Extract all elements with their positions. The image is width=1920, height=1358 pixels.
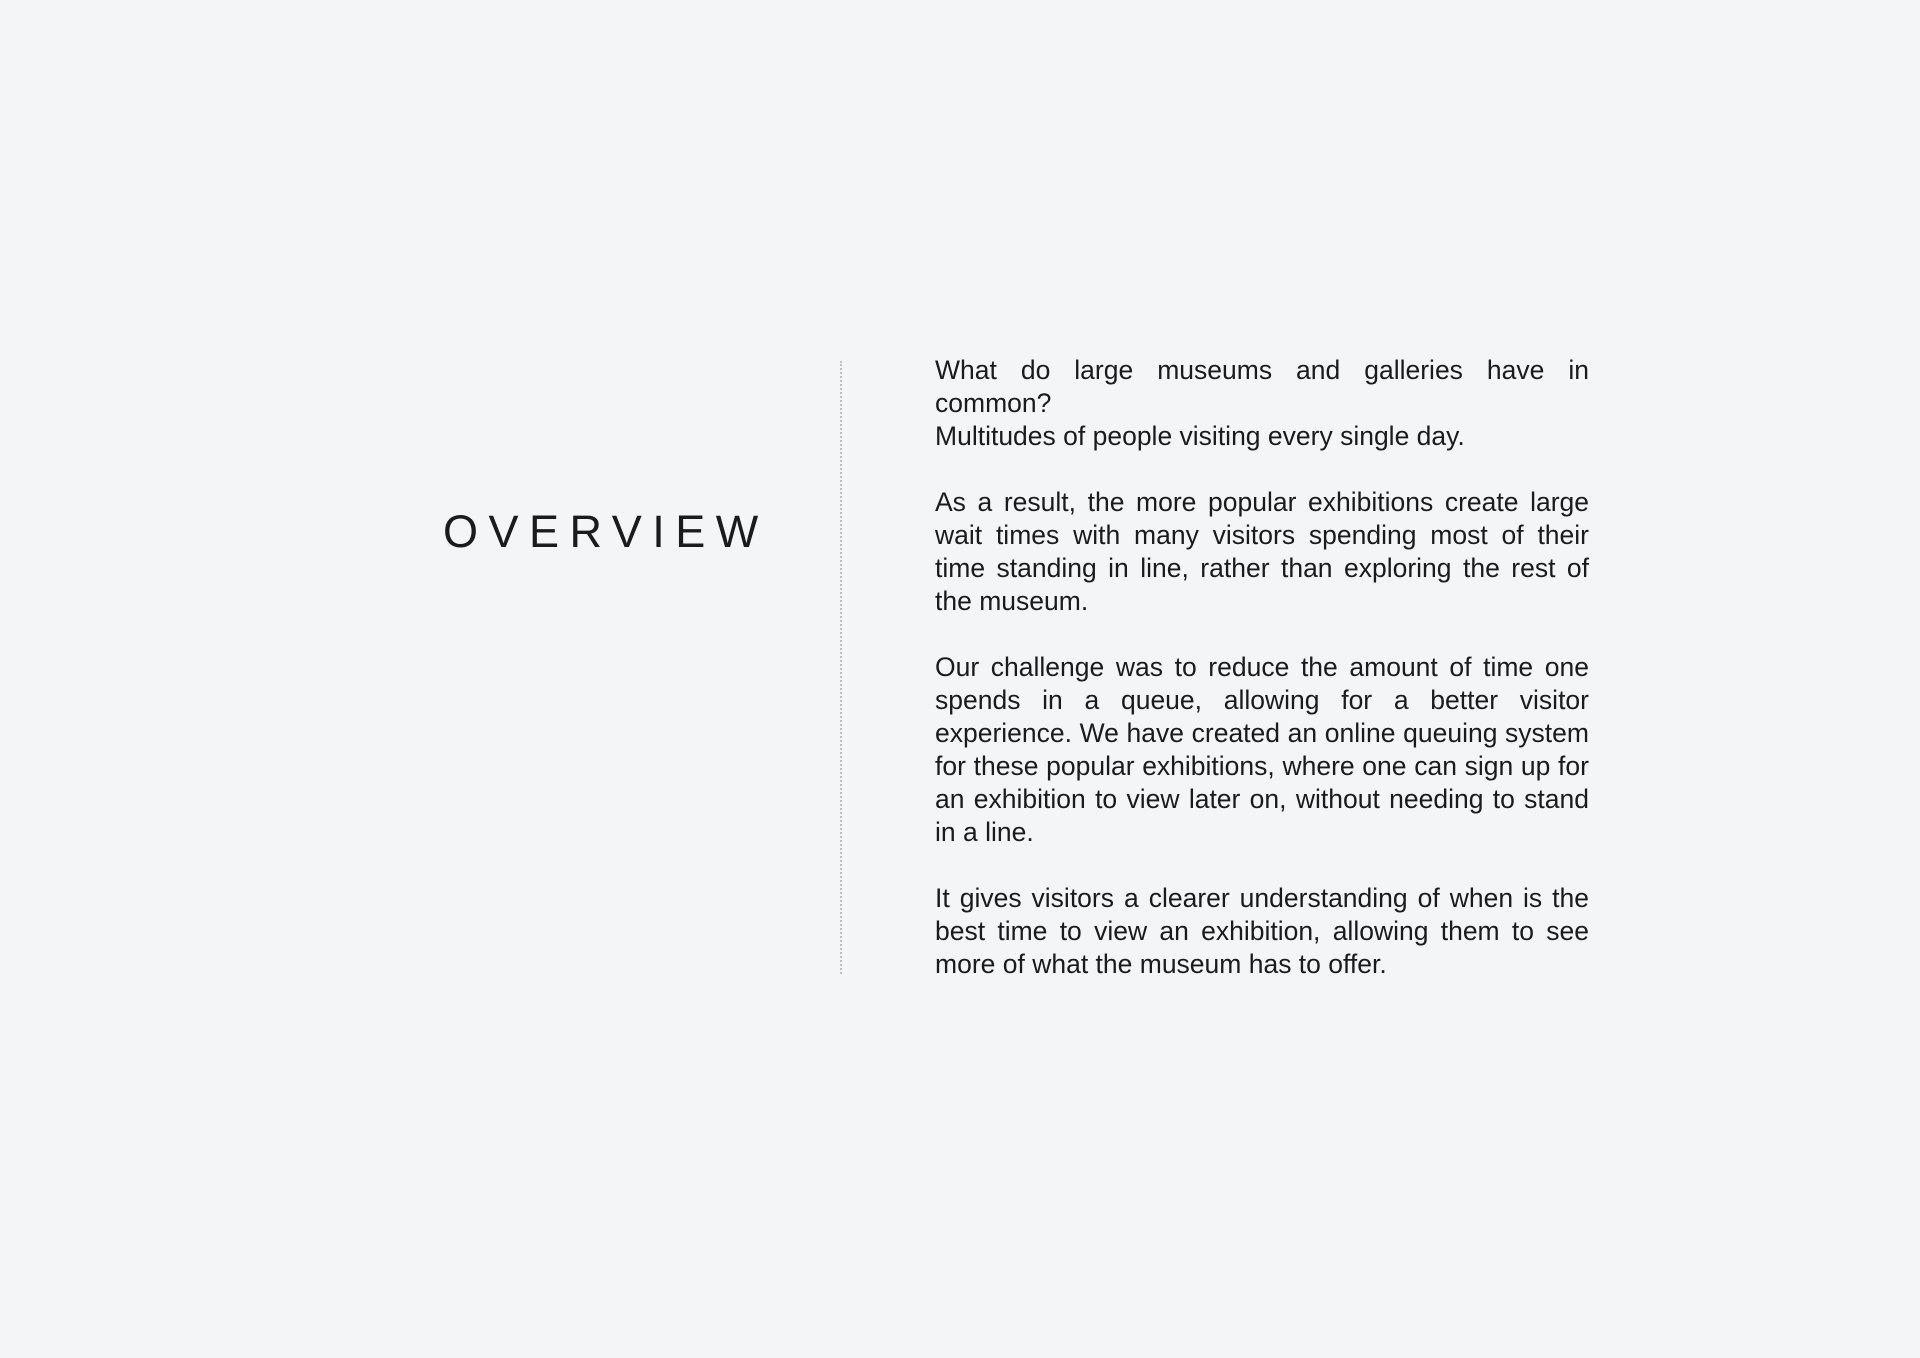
intro-statement: Multitudes of people visiting every single day. bbox=[935, 421, 1465, 451]
paragraph-problem: As a result, the more popular exhibitions create large wait times with many visitors spending most of their time standing in line, rather than exploring the rest of the museum. bbox=[935, 487, 1589, 616]
paragraph-intro bbox=[935, 354, 1589, 453]
dotted-divider bbox=[840, 361, 842, 974]
intro-question: What do large museums and galleries have in common? bbox=[935, 355, 1589, 418]
paragraph-benefit: It gives visitors a clearer understanding of when is the best time to view an exhibition, allowing them to see more of what the museum has to offer. bbox=[935, 883, 1589, 979]
paragraph-challenge: Our challenge was to reduce the amount of time one spends in a queue, allowing for a better visitor experience. We have created an online queuing system for these popular exhibitions, where one can sign up for an exhibition to view later on, without needing to stand in a line. bbox=[935, 652, 1589, 847]
overview-body bbox=[935, 354, 1589, 981]
section-heading: OVERVIEW bbox=[443, 506, 769, 557]
